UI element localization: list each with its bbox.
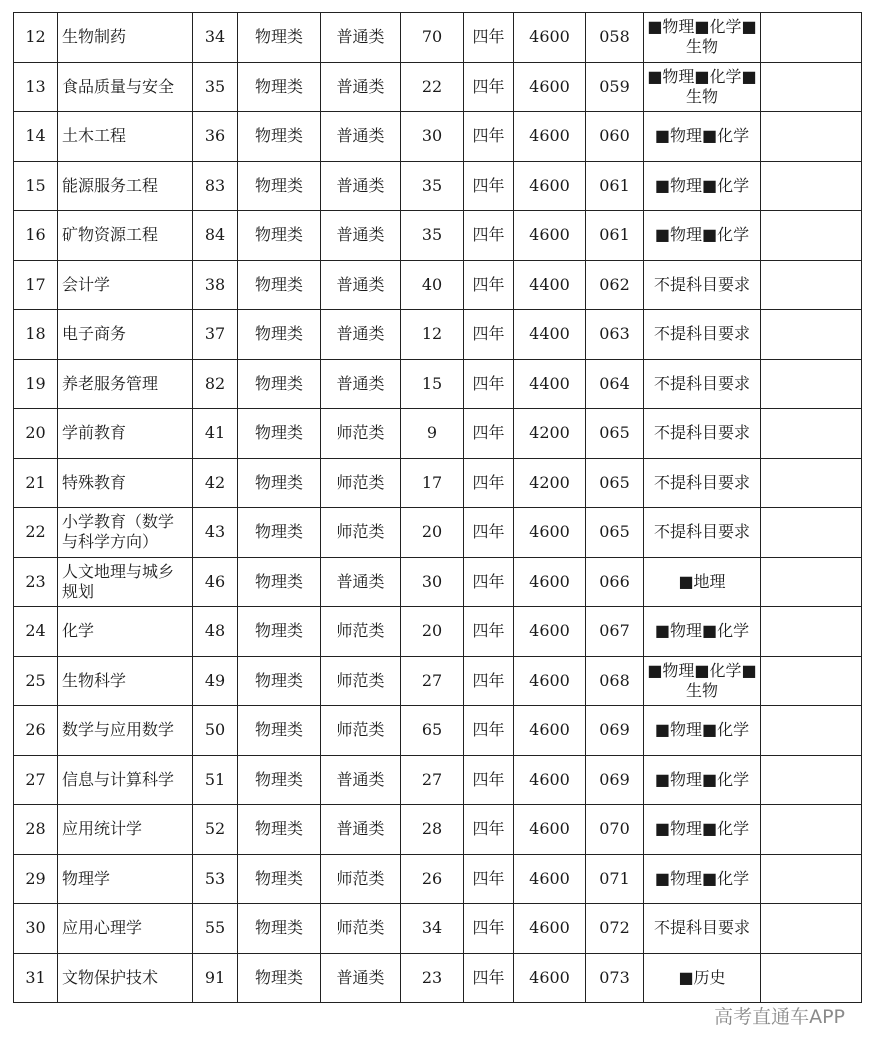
subject-type-cell: 物理类: [238, 359, 321, 409]
subject-type-cell: 物理类: [238, 409, 321, 459]
major-code-cell: 55: [193, 904, 238, 954]
duration-cell: 四年: [464, 409, 514, 459]
major-name-cell: 特殊教育: [58, 458, 193, 508]
major-name-cell: 物理学: [58, 854, 193, 904]
category-cell: 普通类: [321, 359, 401, 409]
subject-requirement-cell: ■物理■化学: [644, 607, 761, 657]
tuition-fee-cell: 4600: [514, 607, 586, 657]
category-cell: 普通类: [321, 260, 401, 310]
group-code-cell: 063: [586, 310, 644, 360]
subject-type-cell: 物理类: [238, 112, 321, 162]
subject-type-cell: 物理类: [238, 161, 321, 211]
group-code-cell: 069: [586, 706, 644, 756]
plan-count-cell: 30: [401, 112, 464, 162]
subject-requirement-cell: 不提科目要求: [644, 260, 761, 310]
group-code-cell: 071: [586, 854, 644, 904]
empty-cell: [761, 607, 862, 657]
major-name-cell: 会计学: [58, 260, 193, 310]
group-code-cell: 066: [586, 557, 644, 607]
major-name-cell: 应用统计学: [58, 805, 193, 855]
duration-cell: 四年: [464, 359, 514, 409]
subject-requirement-cell: ■物理■化学: [644, 161, 761, 211]
row-number-cell: 18: [14, 310, 58, 360]
row-number-cell: 29: [14, 854, 58, 904]
table-row: [14, 557, 862, 607]
subject-type-cell: 物理类: [238, 458, 321, 508]
table-body: [14, 13, 862, 1003]
subject-requirement-cell: ■物理■化学: [644, 211, 761, 261]
table-row: [14, 62, 862, 112]
category-cell: 师范类: [321, 409, 401, 459]
plan-count-cell: 70: [401, 13, 464, 63]
plan-count-cell: 30: [401, 557, 464, 607]
category-cell: 普通类: [321, 755, 401, 805]
plan-count-cell: 35: [401, 161, 464, 211]
major-code-cell: 83: [193, 161, 238, 211]
subject-requirement-cell: ■物理■化学■生物: [644, 13, 761, 63]
category-cell: 普通类: [321, 112, 401, 162]
category-cell: 普通类: [321, 211, 401, 261]
major-name-cell: 人文地理与城乡规划: [58, 557, 193, 607]
empty-cell: [761, 211, 862, 261]
major-name-cell: 化学: [58, 607, 193, 657]
table-row: [14, 211, 862, 261]
category-cell: 师范类: [321, 854, 401, 904]
major-name-cell: 数学与应用数学: [58, 706, 193, 756]
subject-requirement-cell: ■物理■化学: [644, 854, 761, 904]
duration-cell: 四年: [464, 607, 514, 657]
major-code-cell: 38: [193, 260, 238, 310]
subject-type-cell: 物理类: [238, 13, 321, 63]
major-name-cell: 矿物资源工程: [58, 211, 193, 261]
duration-cell: 四年: [464, 508, 514, 558]
empty-cell: [761, 359, 862, 409]
group-code-cell: 072: [586, 904, 644, 954]
table-row: [14, 706, 862, 756]
tuition-fee-cell: 4200: [514, 458, 586, 508]
group-code-cell: 073: [586, 953, 644, 1003]
table-row: [14, 409, 862, 459]
major-name-cell: 电子商务: [58, 310, 193, 360]
duration-cell: 四年: [464, 112, 514, 162]
duration-cell: 四年: [464, 656, 514, 706]
major-name-cell: 文物保护技术: [58, 953, 193, 1003]
subject-type-cell: 物理类: [238, 706, 321, 756]
plan-count-cell: 28: [401, 805, 464, 855]
category-cell: 普通类: [321, 953, 401, 1003]
subject-type-cell: 物理类: [238, 211, 321, 261]
plan-count-cell: 27: [401, 755, 464, 805]
category-cell: 普通类: [321, 557, 401, 607]
plan-count-cell: 20: [401, 508, 464, 558]
major-code-cell: 36: [193, 112, 238, 162]
empty-cell: [761, 112, 862, 162]
tuition-fee-cell: 4600: [514, 805, 586, 855]
major-code-cell: 51: [193, 755, 238, 805]
plan-count-cell: 12: [401, 310, 464, 360]
duration-cell: 四年: [464, 557, 514, 607]
group-code-cell: 065: [586, 508, 644, 558]
plan-count-cell: 35: [401, 211, 464, 261]
plan-count-cell: 65: [401, 706, 464, 756]
table-row: [14, 953, 862, 1003]
subject-type-cell: 物理类: [238, 755, 321, 805]
subject-requirement-cell: ■物理■化学■生物: [644, 656, 761, 706]
subject-type-cell: 物理类: [238, 607, 321, 657]
category-cell: 普通类: [321, 310, 401, 360]
empty-cell: [761, 755, 862, 805]
group-code-cell: 065: [586, 458, 644, 508]
row-number-cell: 14: [14, 112, 58, 162]
major-code-cell: 50: [193, 706, 238, 756]
row-number-cell: 17: [14, 260, 58, 310]
category-cell: 师范类: [321, 458, 401, 508]
major-code-cell: 53: [193, 854, 238, 904]
subject-requirement-cell: ■物理■化学: [644, 112, 761, 162]
tuition-fee-cell: 4600: [514, 904, 586, 954]
empty-cell: [761, 953, 862, 1003]
major-code-cell: 84: [193, 211, 238, 261]
plan-count-cell: 17: [401, 458, 464, 508]
subject-requirement-cell: 不提科目要求: [644, 904, 761, 954]
major-name-cell: 应用心理学: [58, 904, 193, 954]
group-code-cell: 068: [586, 656, 644, 706]
tuition-fee-cell: 4400: [514, 359, 586, 409]
tuition-fee-cell: 4600: [514, 112, 586, 162]
watermark-text: 高考直通车APP: [714, 1006, 845, 1028]
row-number-cell: 22: [14, 508, 58, 558]
subject-type-cell: 物理类: [238, 656, 321, 706]
duration-cell: 四年: [464, 310, 514, 360]
table-row: [14, 112, 862, 162]
row-number-cell: 15: [14, 161, 58, 211]
duration-cell: 四年: [464, 13, 514, 63]
major-code-cell: 52: [193, 805, 238, 855]
subject-requirement-cell: 不提科目要求: [644, 409, 761, 459]
duration-cell: 四年: [464, 161, 514, 211]
major-code-cell: 91: [193, 953, 238, 1003]
row-number-cell: 12: [14, 13, 58, 63]
empty-cell: [761, 458, 862, 508]
plan-count-cell: 27: [401, 656, 464, 706]
empty-cell: [761, 854, 862, 904]
major-code-cell: 41: [193, 409, 238, 459]
category-cell: 师范类: [321, 904, 401, 954]
table-row: [14, 161, 862, 211]
table-row: [14, 359, 862, 409]
major-name-cell: 信息与计算科学: [58, 755, 193, 805]
row-number-cell: 31: [14, 953, 58, 1003]
tuition-fee-cell: 4600: [514, 211, 586, 261]
table-row: [14, 310, 862, 360]
major-code-cell: 46: [193, 557, 238, 607]
subject-type-cell: 物理类: [238, 904, 321, 954]
plan-count-cell: 20: [401, 607, 464, 657]
group-code-cell: 061: [586, 161, 644, 211]
table-row: [14, 854, 862, 904]
tuition-fee-cell: 4200: [514, 409, 586, 459]
duration-cell: 四年: [464, 62, 514, 112]
plan-count-cell: 40: [401, 260, 464, 310]
empty-cell: [761, 706, 862, 756]
tuition-fee-cell: 4600: [514, 508, 586, 558]
subject-requirement-cell: ■地理: [644, 557, 761, 607]
subject-type-cell: 物理类: [238, 62, 321, 112]
tuition-fee-cell: 4600: [514, 161, 586, 211]
tuition-fee-cell: 4600: [514, 62, 586, 112]
tuition-fee-cell: 4400: [514, 310, 586, 360]
empty-cell: [761, 656, 862, 706]
tuition-fee-cell: 4600: [514, 706, 586, 756]
table-row: [14, 656, 862, 706]
row-number-cell: 19: [14, 359, 58, 409]
row-number-cell: 26: [14, 706, 58, 756]
subject-requirement-cell: ■物理■化学■生物: [644, 62, 761, 112]
major-name-cell: 能源服务工程: [58, 161, 193, 211]
category-cell: 普通类: [321, 62, 401, 112]
empty-cell: [761, 260, 862, 310]
table-row: [14, 458, 862, 508]
table-row: [14, 13, 862, 63]
table-row: [14, 508, 862, 558]
table-row: [14, 904, 862, 954]
category-cell: 师范类: [321, 508, 401, 558]
major-name-cell: 生物制药: [58, 13, 193, 63]
subject-type-cell: 物理类: [238, 557, 321, 607]
empty-cell: [761, 62, 862, 112]
major-code-cell: 42: [193, 458, 238, 508]
category-cell: 师范类: [321, 656, 401, 706]
row-number-cell: 27: [14, 755, 58, 805]
major-code-cell: 43: [193, 508, 238, 558]
row-number-cell: 13: [14, 62, 58, 112]
subject-type-cell: 物理类: [238, 854, 321, 904]
group-code-cell: 058: [586, 13, 644, 63]
empty-cell: [761, 557, 862, 607]
major-code-cell: 34: [193, 13, 238, 63]
category-cell: 普通类: [321, 161, 401, 211]
table-row: [14, 805, 862, 855]
subject-requirement-cell: 不提科目要求: [644, 310, 761, 360]
subject-requirement-cell: ■物理■化学: [644, 706, 761, 756]
plan-count-cell: 22: [401, 62, 464, 112]
category-cell: 师范类: [321, 607, 401, 657]
plan-count-cell: 26: [401, 854, 464, 904]
group-code-cell: 064: [586, 359, 644, 409]
group-code-cell: 060: [586, 112, 644, 162]
group-code-cell: 062: [586, 260, 644, 310]
table-row: [14, 260, 862, 310]
group-code-cell: 067: [586, 607, 644, 657]
duration-cell: 四年: [464, 706, 514, 756]
duration-cell: 四年: [464, 805, 514, 855]
row-number-cell: 21: [14, 458, 58, 508]
empty-cell: [761, 310, 862, 360]
category-cell: 普通类: [321, 805, 401, 855]
duration-cell: 四年: [464, 755, 514, 805]
empty-cell: [761, 508, 862, 558]
subject-requirement-cell: 不提科目要求: [644, 458, 761, 508]
subject-requirement-cell: 不提科目要求: [644, 359, 761, 409]
subject-requirement-cell: ■物理■化学: [644, 805, 761, 855]
duration-cell: 四年: [464, 953, 514, 1003]
group-code-cell: 069: [586, 755, 644, 805]
enrollment-plan-table: [13, 12, 862, 1003]
major-code-cell: 82: [193, 359, 238, 409]
subject-requirement-cell: ■历史: [644, 953, 761, 1003]
plan-count-cell: 34: [401, 904, 464, 954]
group-code-cell: 059: [586, 62, 644, 112]
major-name-cell: 土木工程: [58, 112, 193, 162]
major-name-cell: 养老服务管理: [58, 359, 193, 409]
tuition-fee-cell: 4600: [514, 755, 586, 805]
group-code-cell: 065: [586, 409, 644, 459]
row-number-cell: 28: [14, 805, 58, 855]
row-number-cell: 25: [14, 656, 58, 706]
major-name-cell: 食品质量与安全: [58, 62, 193, 112]
subject-type-cell: 物理类: [238, 310, 321, 360]
major-code-cell: 37: [193, 310, 238, 360]
subject-type-cell: 物理类: [238, 953, 321, 1003]
duration-cell: 四年: [464, 904, 514, 954]
group-code-cell: 061: [586, 211, 644, 261]
subject-type-cell: 物理类: [238, 508, 321, 558]
tuition-fee-cell: 4600: [514, 557, 586, 607]
major-name-cell: 学前教育: [58, 409, 193, 459]
plan-count-cell: 23: [401, 953, 464, 1003]
table-row: [14, 607, 862, 657]
duration-cell: 四年: [464, 211, 514, 261]
row-number-cell: 30: [14, 904, 58, 954]
duration-cell: 四年: [464, 458, 514, 508]
empty-cell: [761, 13, 862, 63]
empty-cell: [761, 904, 862, 954]
empty-cell: [761, 409, 862, 459]
tuition-fee-cell: 4600: [514, 656, 586, 706]
empty-cell: [761, 161, 862, 211]
subject-requirement-cell: ■物理■化学: [644, 755, 761, 805]
duration-cell: 四年: [464, 854, 514, 904]
major-name-cell: 小学教育（数学与科学方向）: [58, 508, 193, 558]
tuition-fee-cell: 4600: [514, 953, 586, 1003]
major-code-cell: 48: [193, 607, 238, 657]
major-name-cell: 生物科学: [58, 656, 193, 706]
category-cell: 普通类: [321, 13, 401, 63]
major-code-cell: 35: [193, 62, 238, 112]
row-number-cell: 20: [14, 409, 58, 459]
row-number-cell: 23: [14, 557, 58, 607]
tuition-fee-cell: 4600: [514, 854, 586, 904]
subject-type-cell: 物理类: [238, 805, 321, 855]
plan-count-cell: 9: [401, 409, 464, 459]
subject-type-cell: 物理类: [238, 260, 321, 310]
duration-cell: 四年: [464, 260, 514, 310]
plan-count-cell: 15: [401, 359, 464, 409]
row-number-cell: 24: [14, 607, 58, 657]
category-cell: 师范类: [321, 706, 401, 756]
subject-requirement-cell: 不提科目要求: [644, 508, 761, 558]
row-number-cell: 16: [14, 211, 58, 261]
tuition-fee-cell: 4600: [514, 13, 586, 63]
major-code-cell: 49: [193, 656, 238, 706]
table-row: [14, 755, 862, 805]
group-code-cell: 070: [586, 805, 644, 855]
empty-cell: [761, 805, 862, 855]
tuition-fee-cell: 4400: [514, 260, 586, 310]
